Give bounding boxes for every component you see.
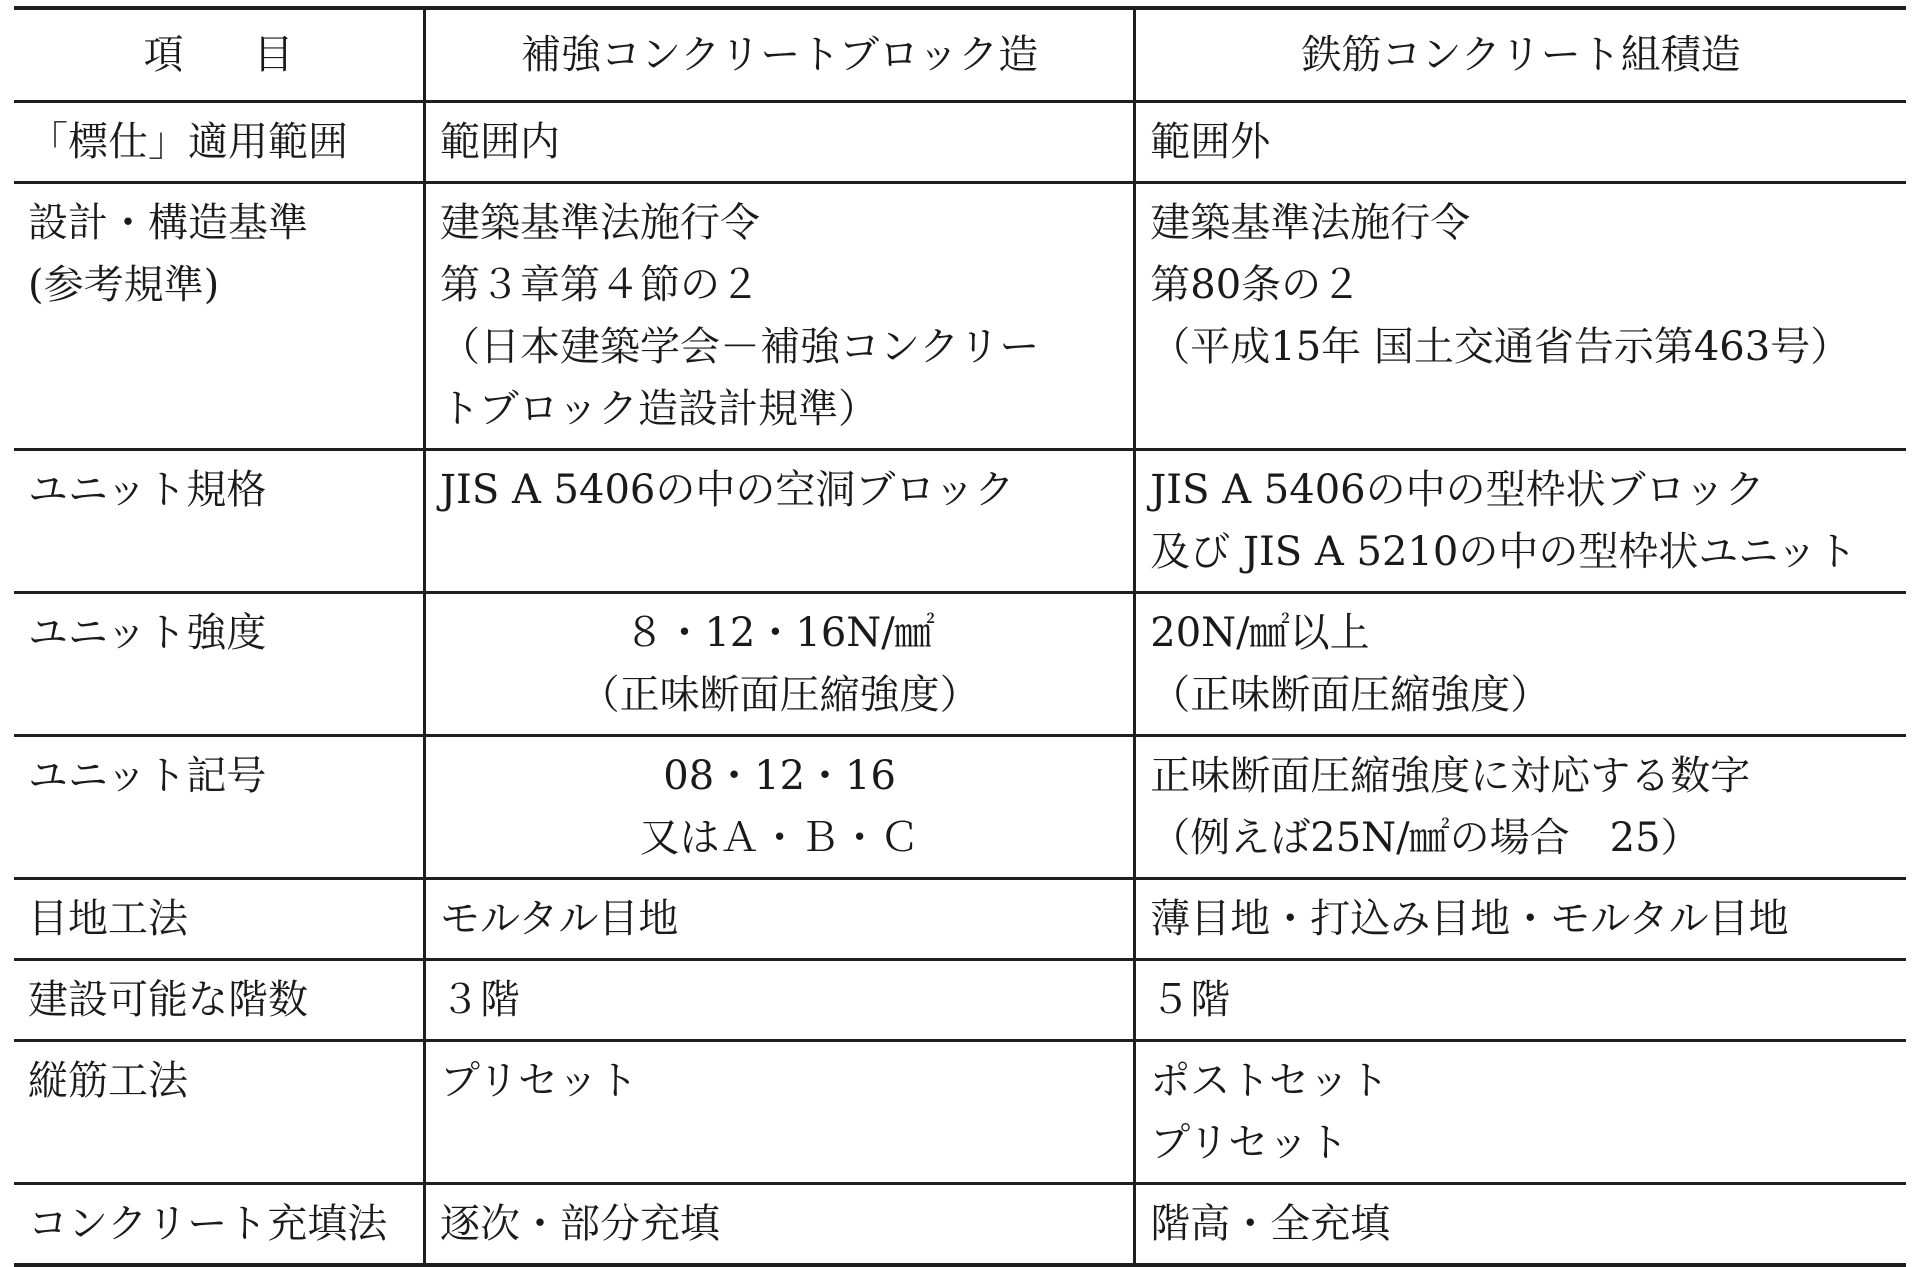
table-row bbox=[14, 183, 1906, 450]
row-label: 設計・構造基準 (参考規準) bbox=[14, 183, 425, 450]
rc-cell: 建築基準法施行令 第80条の２ （平成15年 国土交通省告示第463号） bbox=[1150, 200, 1851, 370]
rc-cell: 範囲外 bbox=[1150, 119, 1271, 165]
table-header-row bbox=[14, 8, 1906, 102]
row-label: コンクリート充填法 bbox=[14, 1184, 425, 1266]
header-item-label: 項目 bbox=[143, 32, 364, 78]
row-label: 縦筋工法 bbox=[14, 1041, 425, 1184]
block-cell: 逐次・部分充填 bbox=[425, 1184, 1135, 1266]
table-row bbox=[14, 450, 1906, 593]
comparison-table bbox=[14, 6, 1906, 1267]
block-cell: 範囲内 bbox=[425, 102, 1135, 183]
table-row bbox=[14, 593, 1906, 736]
block-cell: ８・12・16N/㎟ （正味断面圧縮強度） bbox=[425, 593, 1135, 736]
block-cell: ３階 bbox=[425, 960, 1135, 1041]
row-label: ユニット強度 bbox=[14, 593, 425, 736]
row-label: ユニット規格 bbox=[14, 450, 425, 593]
rc-cell: 正味断面圧縮強度に対応する数字 （例えば25N/㎟の場合 25） bbox=[1150, 753, 1751, 861]
table-row bbox=[14, 879, 1906, 960]
table-row bbox=[14, 102, 1906, 183]
rc-cell: ポストセット プリセット bbox=[1150, 1058, 1390, 1166]
rc-cell: ５階 bbox=[1150, 977, 1231, 1023]
rc-cell: JIS A 5406の中の型枠状ブロック 及び JIS A 5210の中の型枠状ユニット bbox=[1150, 467, 1857, 575]
table-row bbox=[14, 960, 1906, 1041]
rc-cell: 薄目地・打込み目地・モルタル目地 bbox=[1150, 896, 1789, 942]
row-label: 「標仕」適用範囲 bbox=[14, 102, 425, 183]
rc-cell: 階高・全充填 bbox=[1150, 1201, 1391, 1247]
header-block: 補強コンクリートブロック造 bbox=[425, 8, 1135, 102]
table-row bbox=[14, 736, 1906, 879]
table-row bbox=[14, 1184, 1906, 1266]
row-label: 目地工法 bbox=[14, 879, 425, 960]
table-row bbox=[14, 1041, 1906, 1184]
block-cell: JIS A 5406の中の空洞ブロック bbox=[425, 450, 1135, 593]
header-item bbox=[14, 8, 425, 102]
header-rc: 鉄筋コンクリート組積造 bbox=[1301, 32, 1741, 78]
block-cell: プリセット bbox=[425, 1041, 1135, 1184]
row-label: 建設可能な階数 bbox=[14, 960, 425, 1041]
row-label: ユニット記号 bbox=[14, 736, 425, 879]
block-cell: 建築基準法施行令 第３章第４節の２ （日本建築学会－補強コンクリー トブロック造設計規準） bbox=[425, 183, 1135, 450]
block-cell: モルタル目地 bbox=[425, 879, 1135, 960]
block-cell: 08・12・16 又はＡ・Ｂ・Ｃ bbox=[425, 736, 1135, 879]
rc-cell: 20N/㎟以上 （正味断面圧縮強度） bbox=[1150, 610, 1551, 718]
